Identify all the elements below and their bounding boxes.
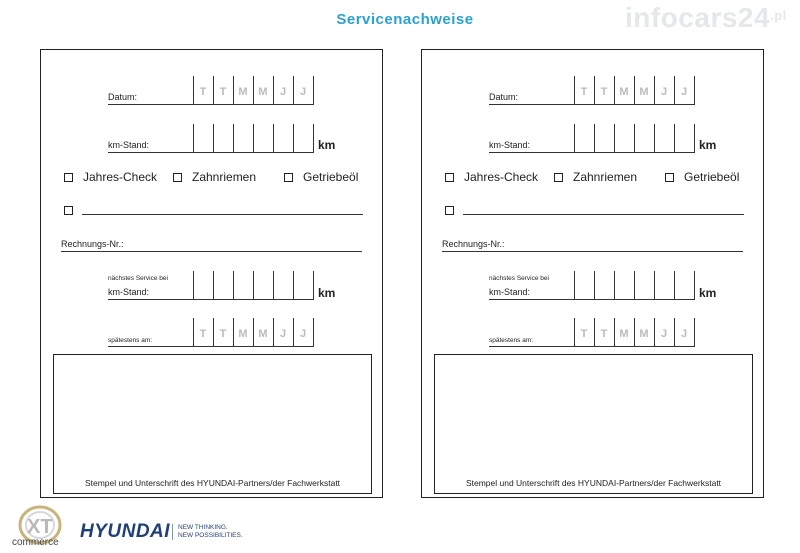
hyundai-logo: HYUNDAI [80, 521, 171, 542]
naechstes-km-cell-divider [694, 271, 695, 299]
checkbox[interactable] [284, 173, 293, 182]
page-title: Servicenachweise [336, 11, 474, 28]
datum-line [489, 104, 695, 105]
checkbox[interactable] [64, 206, 73, 215]
option-label: Jahres-Check [83, 170, 158, 184]
naechstes-km-line [489, 299, 695, 300]
naechstes-km-unit: km [699, 286, 717, 300]
checkbox[interactable] [554, 173, 563, 182]
datum-line [108, 104, 314, 105]
spaetestens-cell-5: J [660, 328, 668, 340]
km-stand-line [108, 152, 314, 153]
datum-cell-4: M [639, 86, 649, 98]
slogan-line-2: NEW POSSIBILITIES. [178, 532, 243, 539]
km-cell-divider [674, 124, 675, 152]
rechnungs-nr-label: Rechnungs-Nr.: [61, 239, 124, 249]
service-card-1 [40, 49, 383, 498]
km-cell-divider [634, 124, 635, 152]
datum-label: Datum: [108, 92, 138, 102]
rechnungs-nr-label: Rechnungs-Nr.: [442, 239, 505, 249]
spaetestens-cell-1: T [199, 328, 207, 340]
km-stand-line [489, 152, 695, 153]
km-cell-divider [694, 124, 695, 152]
option-blank [445, 206, 464, 215]
watermark-suffix: .pl [770, 8, 787, 23]
datum-cell-5: J [279, 86, 287, 98]
spaetestens-cell-3: M [619, 328, 629, 340]
option-1 [445, 170, 538, 184]
spaetestens-cell-1: T [580, 328, 588, 340]
datum-cell-divider [694, 76, 695, 104]
watermark-main: infocars24 [625, 2, 771, 33]
brand-divider [172, 524, 173, 540]
datum-cell-1: T [199, 86, 207, 98]
naechstes-km-cell-divider [193, 271, 194, 299]
option-2 [173, 170, 256, 184]
option-3 [284, 170, 358, 184]
hyundai-slogan [178, 524, 243, 540]
datum-cell-3: M [619, 86, 629, 98]
spaetestens-line [489, 346, 695, 347]
option-3 [665, 170, 739, 184]
spaetestens-cell-2: T [219, 328, 227, 340]
km-cell-divider [614, 124, 615, 152]
option-label: Getriebeöl [684, 170, 740, 184]
checkbox[interactable] [445, 206, 454, 215]
naechstes-km-cell-divider [674, 271, 675, 299]
option-1 [64, 170, 157, 184]
option-label: Getriebeöl [303, 170, 359, 184]
datum-cell-3: M [238, 86, 248, 98]
naechstes-km-cell-divider [233, 271, 234, 299]
rechnungs-nr-line [442, 251, 743, 252]
naechstes-km-cell-divider [654, 271, 655, 299]
km-cell-divider [654, 124, 655, 152]
km-cell-divider [313, 124, 314, 152]
datum-cell-6: J [680, 86, 688, 98]
naechstes-km-cell-divider [253, 271, 254, 299]
checkbox[interactable] [445, 173, 454, 182]
naechstes-km-cell-divider [634, 271, 635, 299]
spaetestens-cell-4: M [258, 328, 268, 340]
stamp-signature-box [434, 354, 753, 494]
option-label: Zahnriemen [192, 170, 257, 184]
km-cell-divider [233, 124, 234, 152]
naechstes-km-cell-divider [213, 271, 214, 299]
xt-commerce-label: commerce [12, 537, 59, 548]
spaetestens-cell-divider [313, 318, 314, 346]
stamp-signature-box [53, 354, 372, 494]
naechstes-km-cell-divider [574, 271, 575, 299]
km-cell-divider [594, 124, 595, 152]
datum-cell-2: T [600, 86, 608, 98]
checkbox[interactable] [64, 173, 73, 182]
checkbox[interactable] [665, 173, 674, 182]
spaetestens-cell-5: J [279, 328, 287, 340]
naechstes-km-cell-divider [594, 271, 595, 299]
checkbox[interactable] [173, 173, 182, 182]
naechstes-km-unit: km [318, 286, 336, 300]
naechstes-km-cell-divider [273, 271, 274, 299]
option-2 [554, 170, 637, 184]
blank-option-line [82, 214, 363, 215]
datum-cell-divider [313, 76, 314, 104]
spaetestens-cell-6: J [299, 328, 307, 340]
naechstes-km-line [108, 299, 314, 300]
datum-cell-6: J [299, 86, 307, 98]
stamp-caption: Stempel und Unterschrift des HYUNDAI-Partners/der Fachwerkstatt [84, 478, 341, 488]
spaetestens-label: spätestens am: [489, 337, 534, 344]
option-label: Zahnriemen [573, 170, 638, 184]
slogan-line-1: NEW THINKING. [178, 524, 228, 531]
option-label: Jahres-Check [464, 170, 539, 184]
km-stand-label: km-Stand: [489, 140, 531, 150]
spaetestens-cell-6: J [680, 328, 688, 340]
km-cell-divider [193, 124, 194, 152]
rechnungs-nr-line [61, 251, 362, 252]
datum-cell-2: T [219, 86, 227, 98]
naechstes-km-label: km-Stand: [108, 287, 150, 297]
spaetestens-cell-divider [694, 318, 695, 346]
km-unit: km [699, 138, 717, 152]
km-stand-label: km-Stand: [108, 140, 150, 150]
datum-cell-1: T [580, 86, 588, 98]
stamp-caption: Stempel und Unterschrift des HYUNDAI-Partners/der Fachwerkstatt [465, 478, 722, 488]
km-cell-divider [213, 124, 214, 152]
service-card-2 [421, 49, 764, 498]
option-blank [64, 206, 83, 215]
spaetestens-cell-2: T [600, 328, 608, 340]
blank-option-line [463, 214, 744, 215]
km-cell-divider [293, 124, 294, 152]
watermark [625, 2, 787, 34]
naechstes-km-label: km-Stand: [489, 287, 531, 297]
datum-label: Datum: [489, 92, 519, 102]
naechstes-km-cell-divider [313, 271, 314, 299]
xt-logo-text: XT [27, 516, 53, 538]
km-unit: km [318, 138, 336, 152]
spaetestens-line [108, 346, 314, 347]
spaetestens-cell-4: M [639, 328, 649, 340]
km-cell-divider [253, 124, 254, 152]
spaetestens-cell-3: M [238, 328, 248, 340]
naechstes-service-label: nächstes Service bei [489, 275, 549, 282]
naechstes-km-cell-divider [293, 271, 294, 299]
datum-cell-4: M [258, 86, 268, 98]
datum-cell-5: J [660, 86, 668, 98]
spaetestens-label: spätestens am: [108, 337, 153, 344]
km-cell-divider [273, 124, 274, 152]
naechstes-km-cell-divider [614, 271, 615, 299]
km-cell-divider [574, 124, 575, 152]
naechstes-service-label: nächstes Service bei [108, 275, 168, 282]
